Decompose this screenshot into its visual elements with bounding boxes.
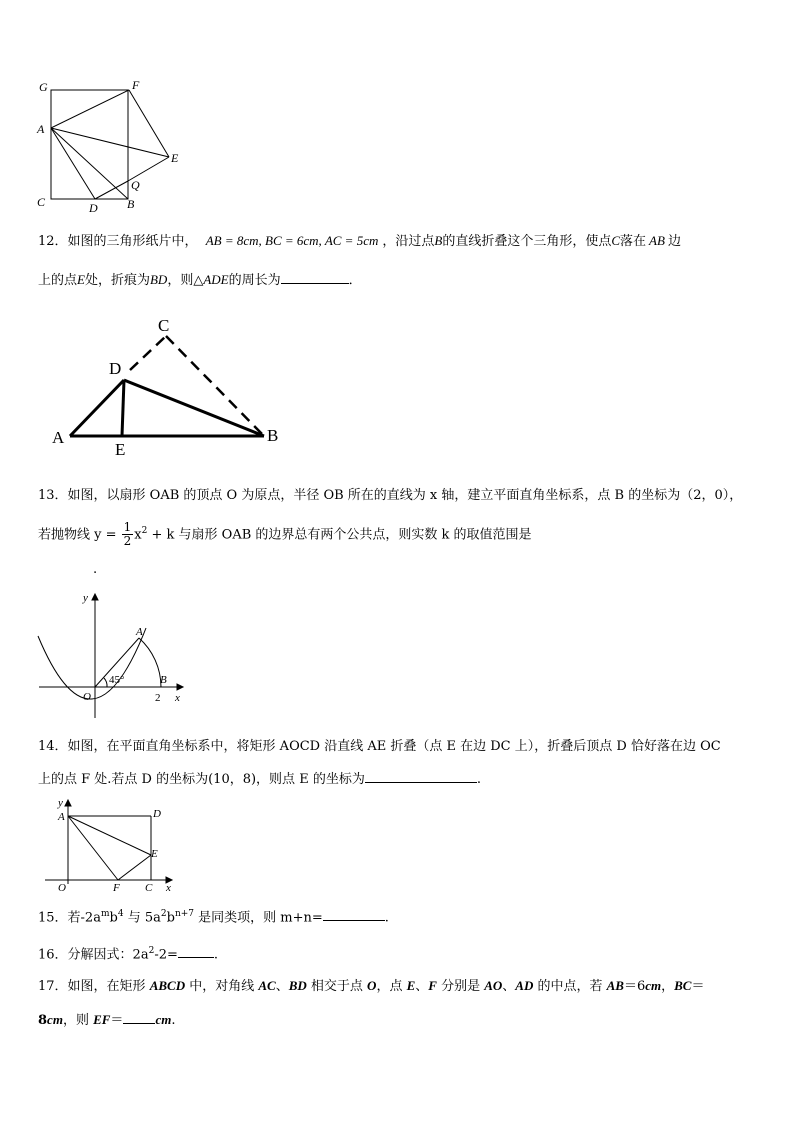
q17-var: AB bbox=[606, 978, 624, 993]
q13-text: x bbox=[134, 527, 142, 543]
question-13-line-1 bbox=[38, 486, 742, 506]
figure-q14 bbox=[40, 795, 180, 895]
q17-text: 中，对角线 bbox=[185, 979, 259, 994]
segment-ea bbox=[51, 128, 169, 157]
label-g: G bbox=[39, 80, 48, 94]
segment-ae bbox=[68, 816, 151, 855]
question-15 bbox=[38, 904, 389, 928]
question-17-line-1 bbox=[38, 976, 705, 997]
q17-text: 、 bbox=[275, 979, 289, 994]
q12-text: ，沿过点 bbox=[382, 234, 435, 249]
q17-var: AD bbox=[515, 978, 534, 993]
label-b: B bbox=[160, 674, 167, 686]
q12-end: ． bbox=[348, 273, 362, 288]
segment-af bbox=[68, 816, 118, 880]
q17-text: ，点 bbox=[376, 979, 407, 994]
label-b: B bbox=[127, 197, 135, 211]
q17-text: ， bbox=[661, 979, 675, 994]
q14-text: 上的点 F 处.若点 D 的坐标为(10，8)，则点 E 的坐标为 bbox=[38, 772, 365, 787]
segment-ad bbox=[70, 380, 124, 436]
label-o: O bbox=[83, 691, 91, 703]
q17-var: E bbox=[406, 978, 416, 993]
q17-text: 8 bbox=[38, 1013, 48, 1028]
fraction-denominator: 2 bbox=[123, 534, 132, 549]
label-c: C bbox=[37, 195, 46, 209]
q12-var-e: E bbox=[77, 272, 85, 287]
label-y: y bbox=[83, 592, 88, 604]
q17-var: EF bbox=[93, 1012, 111, 1027]
answer-blank-16[interactable] bbox=[178, 943, 214, 958]
fraction-one-half bbox=[122, 521, 134, 548]
question-12-line-2 bbox=[38, 269, 362, 291]
q12-text: 处，折痕为 bbox=[84, 273, 150, 288]
q17-end: . bbox=[171, 1013, 176, 1028]
sector-arc-ab bbox=[139, 638, 161, 687]
label-q: Q bbox=[131, 178, 140, 192]
q15-exponent: 4 bbox=[117, 909, 124, 919]
q12-text: 的直线折叠这个三角形，使点 bbox=[442, 234, 612, 249]
label-o: O bbox=[58, 882, 66, 894]
label-x: x bbox=[175, 692, 180, 704]
label-angle: 45° bbox=[109, 674, 125, 686]
q15-end: . bbox=[384, 910, 389, 926]
q17-var: AC bbox=[258, 978, 276, 993]
q15-text: 15．若-2a bbox=[38, 910, 101, 926]
segment-af bbox=[51, 90, 129, 128]
q12-var-bd: BD bbox=[149, 272, 168, 287]
q17-unit: cm bbox=[47, 1012, 63, 1027]
q17-text: ＝ bbox=[110, 1013, 124, 1028]
label-d: D bbox=[89, 201, 98, 215]
q13-text: 若抛物线 y = bbox=[38, 527, 117, 543]
q17-unit: cm bbox=[645, 978, 662, 993]
angle-arc bbox=[104, 678, 107, 687]
q12-var-b: B bbox=[434, 233, 443, 248]
question-16 bbox=[38, 941, 218, 965]
segment-cb-dashed bbox=[166, 336, 264, 436]
segment-dc-dashed bbox=[130, 336, 166, 370]
q12-var-ade: ADE bbox=[203, 272, 229, 287]
q12-text: 的周长为 bbox=[228, 273, 281, 288]
q12-var-ab: AB bbox=[649, 233, 665, 248]
label-f: F bbox=[113, 882, 120, 894]
q13-answer-dot: . bbox=[93, 562, 98, 577]
q17-var: O bbox=[367, 978, 377, 993]
q17-text: 、 bbox=[502, 979, 516, 994]
question-12-line-1 bbox=[38, 231, 681, 252]
answer-blank-15[interactable] bbox=[323, 906, 385, 921]
segment-de bbox=[122, 380, 124, 436]
q15-text: 是同类项，则 m+n= bbox=[194, 910, 323, 926]
q15-text: b bbox=[109, 910, 118, 926]
q17-text: ，则 bbox=[62, 1013, 94, 1028]
q17-text: 相交于点 bbox=[306, 979, 368, 994]
q16-end: . bbox=[213, 947, 219, 963]
q12-text: ，则△ bbox=[167, 273, 204, 288]
q14-text: 14．如图，在平面直角坐标系中，将矩形 AOCD 沿直线 AE 折叠（点 E 在边 DC 上），折叠后顶点 D 恰好落在边 OC bbox=[38, 739, 721, 754]
y-axis-arrow bbox=[65, 800, 71, 806]
label-e: E bbox=[151, 848, 158, 860]
segment-fe bbox=[129, 90, 169, 157]
q12-text: 如图的三角形纸片中， bbox=[67, 234, 198, 249]
segment-db bbox=[124, 380, 264, 436]
q12-var-c: C bbox=[611, 233, 621, 248]
label-d: D bbox=[153, 808, 161, 820]
segment-ad bbox=[51, 128, 95, 199]
label-a: A bbox=[136, 626, 143, 638]
q17-var: F bbox=[428, 978, 437, 993]
segment-ab bbox=[51, 128, 128, 199]
q12-text: 上的点 bbox=[38, 273, 78, 288]
question-14-line-1 bbox=[38, 737, 721, 757]
q17-var: BD bbox=[288, 978, 307, 993]
figure-q11 bbox=[30, 75, 190, 215]
y-axis-arrow bbox=[92, 594, 98, 600]
q16-text: 16．分解因式：2a bbox=[38, 947, 149, 963]
label-e: E bbox=[171, 151, 179, 165]
q15-exponent: m bbox=[100, 909, 110, 919]
parabola-curve bbox=[38, 628, 146, 699]
label-b: B bbox=[267, 426, 279, 445]
q12-text: 落在 bbox=[620, 234, 647, 249]
q17-var: BC bbox=[674, 978, 692, 993]
q17-unit: cm bbox=[155, 1012, 172, 1027]
label-e: E bbox=[115, 440, 126, 459]
label-c: C bbox=[145, 882, 153, 894]
q17-var: ABCD bbox=[149, 978, 186, 993]
label-y: y bbox=[58, 797, 63, 809]
figure-q12 bbox=[45, 312, 295, 462]
answer-blank-14[interactable] bbox=[365, 768, 477, 783]
q17-var: AO bbox=[484, 978, 503, 993]
q13-text: 13．如图，以扇形 OAB 的顶点 O 为原点，半径 OB 所在的直线为 x 轴，建立平面直角坐标系，点 B 的坐标为（2，0）， bbox=[38, 488, 743, 503]
figure-q13 bbox=[34, 588, 194, 723]
label-x: x bbox=[166, 882, 171, 894]
q16-exponent: 2 bbox=[148, 946, 155, 956]
q17-text: ＝6 bbox=[623, 979, 646, 994]
q15-text: 与 5a bbox=[123, 910, 161, 926]
q12-number: 12． bbox=[38, 234, 68, 249]
answer-blank-12[interactable] bbox=[281, 269, 349, 284]
x-axis-arrow bbox=[177, 684, 183, 690]
label-a: A bbox=[52, 428, 65, 447]
question-13-line-2 bbox=[38, 514, 532, 552]
q16-text: -2= bbox=[154, 947, 178, 963]
q12-text: 边 bbox=[667, 234, 681, 249]
label-a: A bbox=[37, 122, 45, 136]
label-f: F bbox=[132, 78, 140, 92]
label-d: D bbox=[109, 359, 122, 378]
label-c: C bbox=[158, 316, 170, 335]
question-17-line-2 bbox=[38, 1009, 175, 1031]
label-two: 2 bbox=[155, 692, 161, 704]
q15-text: b bbox=[166, 910, 175, 926]
q15-exponent: n+7 bbox=[174, 909, 195, 919]
label-a: A bbox=[58, 811, 65, 823]
question-14-line-2 bbox=[38, 768, 481, 790]
q15-exponent: 2 bbox=[160, 909, 167, 919]
fraction-numerator: 1 bbox=[123, 520, 132, 535]
q17-text: 的中点，若 bbox=[533, 979, 607, 994]
q17-text: ＝ bbox=[691, 979, 705, 994]
q17-text: 17．如图，在矩形 bbox=[38, 979, 150, 994]
q17-text: 分别是 bbox=[436, 979, 485, 994]
q12-formula: AB = 8cm, BC = 6cm, AC = 5cm bbox=[205, 233, 379, 248]
q13-exponent: 2 bbox=[141, 526, 148, 536]
q13-text: + k 与扇形 OAB 的边界总有两个公共点，则实数 k 的取值范围是 bbox=[147, 527, 532, 543]
q17-text: 、 bbox=[415, 979, 429, 994]
segment-fe bbox=[118, 855, 151, 880]
q14-end: . bbox=[476, 772, 481, 787]
answer-blank-17[interactable] bbox=[123, 1009, 155, 1024]
